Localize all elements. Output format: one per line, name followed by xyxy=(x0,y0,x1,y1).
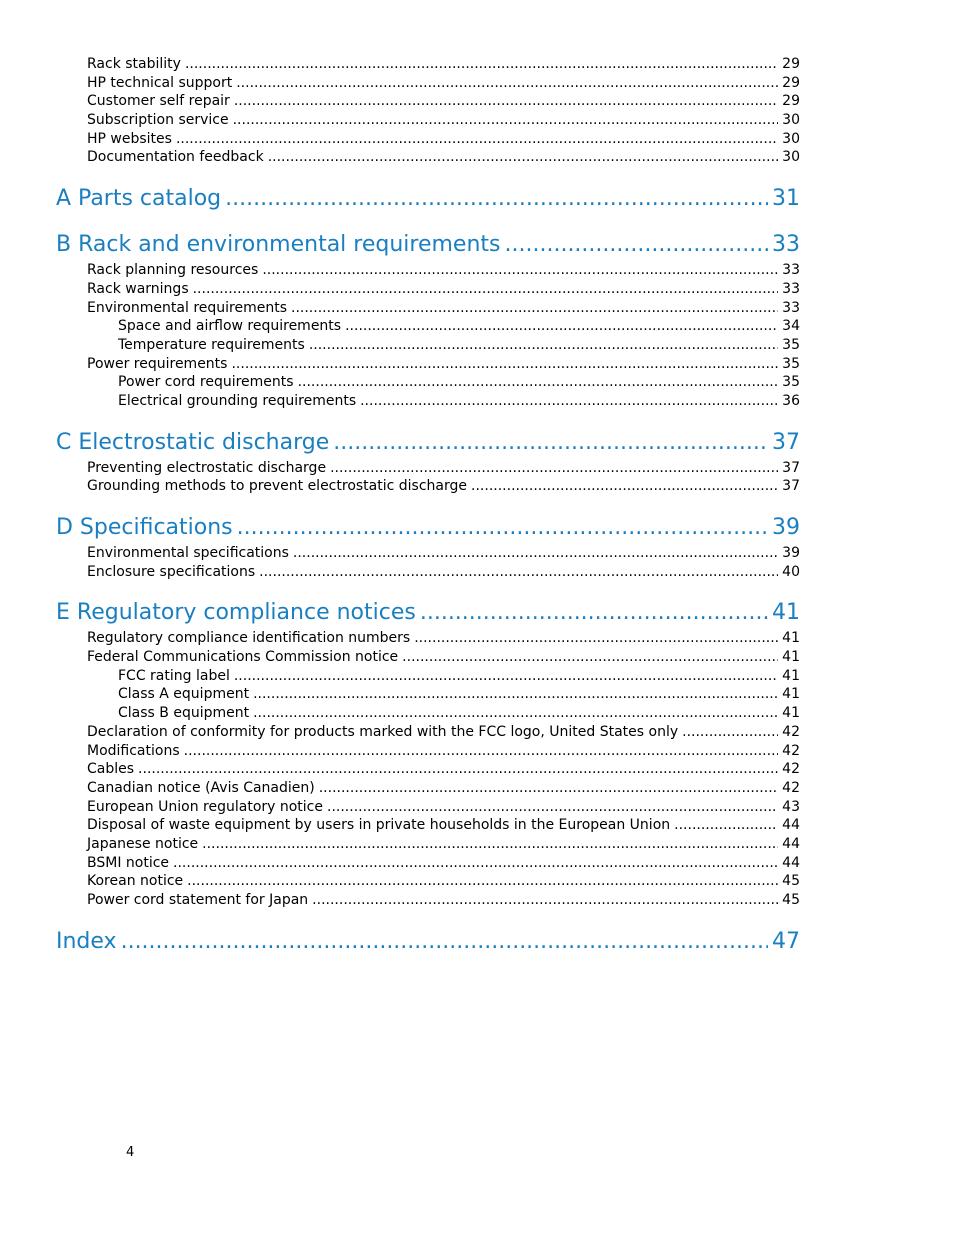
leader-dots xyxy=(234,92,778,111)
toc-entry-page-number: 42 xyxy=(782,761,800,778)
leader-dots xyxy=(319,779,778,798)
toc-entry-title: Rack stability xyxy=(87,56,181,72)
toc-subentry[interactable] xyxy=(56,336,800,355)
leader-dots xyxy=(173,854,778,873)
toc-entry[interactable] xyxy=(56,835,800,854)
toc-entry[interactable] xyxy=(56,55,800,74)
leader-dots xyxy=(291,299,778,318)
toc-entry-page-number: 42 xyxy=(782,779,800,796)
leader-dots xyxy=(138,760,778,779)
leader-dots xyxy=(682,723,778,742)
toc-subentry-title: Electrical grounding requirements xyxy=(118,392,357,409)
toc-entry-title: HP websites xyxy=(87,130,172,147)
toc-entry-page-number: 45 xyxy=(782,892,800,908)
toc-entry-page-number: 43 xyxy=(782,798,800,815)
toc-entry-page-number: 42 xyxy=(782,742,800,759)
leader-dots xyxy=(233,111,779,130)
chapter-heading[interactable] xyxy=(56,231,800,259)
chapter-heading-page-number: 39 xyxy=(772,515,800,540)
toc-entry-page-number: 35 xyxy=(782,355,800,372)
toc-entry-title: Canadian notice (Avis Canadien) xyxy=(87,779,315,796)
chapter-heading[interactable] xyxy=(56,928,800,956)
toc-entry-page-number: 30 xyxy=(782,149,800,166)
toc-entry-page-number: 29 xyxy=(782,74,800,91)
toc-subentry-title: Class A equipment xyxy=(118,686,250,703)
toc-entry[interactable] xyxy=(56,299,800,318)
toc-entry-title: Enclosure specifications xyxy=(87,563,256,580)
toc-entry-title: BSMI notice xyxy=(87,854,170,871)
leader-dots xyxy=(262,261,778,280)
toc-entry-title: Subscription service xyxy=(87,112,229,129)
leader-dots xyxy=(327,798,778,817)
toc-entry[interactable] xyxy=(56,280,800,299)
toc-entry-title: Declaration of conformity for products marked with the FCC logo, United States only xyxy=(87,723,679,740)
toc-entry-title: Rack warnings xyxy=(87,280,189,297)
leader-dots xyxy=(471,477,778,496)
leader-dots xyxy=(360,392,778,411)
leader-dots xyxy=(184,742,779,761)
toc-entry-title: Korean notice xyxy=(87,873,184,890)
toc-entry-page-number: 44 xyxy=(782,854,800,871)
toc-entry[interactable] xyxy=(56,544,800,563)
toc-entry[interactable] xyxy=(56,648,800,667)
leader-dots xyxy=(330,459,778,478)
leader-dots xyxy=(234,667,778,686)
leader-dots xyxy=(309,336,778,355)
leader-dots xyxy=(505,231,769,259)
toc-subentry[interactable] xyxy=(56,317,800,336)
toc-entry[interactable] xyxy=(56,742,800,761)
toc-entry-title: HP technical support xyxy=(87,74,233,91)
toc-entry[interactable] xyxy=(56,872,800,891)
toc-entry[interactable] xyxy=(56,563,800,582)
leader-dots xyxy=(414,629,778,648)
toc-entry[interactable] xyxy=(56,261,800,280)
chapter-heading-title: D Specifications xyxy=(56,515,233,540)
toc-entry-page-number: 33 xyxy=(782,280,800,297)
leader-dots xyxy=(225,185,768,213)
toc-subentry-title: Space and airflow requirements xyxy=(118,318,342,335)
chapter-heading-page-number: 33 xyxy=(772,232,800,258)
toc-entry[interactable] xyxy=(56,629,800,648)
chapter-heading[interactable] xyxy=(56,185,800,213)
toc-subentry-title: Class B equipment xyxy=(118,705,250,722)
leader-dots xyxy=(420,599,768,627)
leader-dots xyxy=(298,373,779,392)
toc-entry-title: Power requirements xyxy=(87,355,228,372)
toc-subentry[interactable] xyxy=(56,667,800,686)
toc-entry-title: Japanese notice xyxy=(87,835,199,852)
toc-entry[interactable] xyxy=(56,891,800,910)
toc-entry[interactable] xyxy=(56,798,800,817)
toc-subentry-page-number: 35 xyxy=(782,374,800,391)
toc-entry[interactable] xyxy=(56,477,800,496)
leader-dots xyxy=(202,835,778,854)
chapter-heading-title: C Electrostatic discharge xyxy=(56,429,330,455)
toc-entry-title: Cables xyxy=(87,761,135,778)
toc-entry-page-number: 37 xyxy=(782,459,800,476)
toc-entry-page-number: 33 xyxy=(782,262,800,279)
leader-dots xyxy=(231,355,778,374)
toc-entry-title: European Union regulatory notice xyxy=(87,798,323,815)
toc-entry-page-number: 40 xyxy=(782,563,800,580)
toc-subentry-page-number: 34 xyxy=(782,318,800,335)
leader-dots xyxy=(674,816,778,835)
toc-entry-page-number: 37 xyxy=(782,478,800,495)
toc-subentry-page-number: 41 xyxy=(782,686,800,703)
toc-entry[interactable] xyxy=(56,723,800,742)
toc-entry[interactable] xyxy=(56,816,800,835)
leader-dots xyxy=(268,148,778,167)
toc-entry-title: Regulatory compliance identification numbers xyxy=(87,630,411,647)
toc-entry-page-number: 44 xyxy=(782,835,800,852)
toc-subentry-title: FCC rating label xyxy=(118,667,230,684)
table-of-contents xyxy=(56,55,800,958)
chapter-heading-title: Index xyxy=(56,928,117,954)
toc-entry-title: Disposal of waste equipment by users in private households in the European Union xyxy=(87,817,671,834)
chapter-heading-title: E Regulatory compliance notices xyxy=(56,600,416,626)
toc-prelude-entries xyxy=(56,55,800,167)
toc-entry-title: Documentation feedback xyxy=(87,149,264,166)
chapter-heading-title: A Parts catalog xyxy=(56,186,222,212)
leader-dots xyxy=(185,55,778,74)
leader-dots xyxy=(293,544,778,563)
toc-entry-page-number: 45 xyxy=(782,873,800,890)
toc-entry-page-number: 41 xyxy=(782,630,800,647)
chapter-heading-page-number: 31 xyxy=(772,186,800,212)
toc-entry[interactable] xyxy=(56,111,800,130)
toc-entry[interactable] xyxy=(56,355,800,374)
toc-entry-page-number: 30 xyxy=(782,130,800,147)
leader-dots xyxy=(253,685,778,704)
toc-entry-page-number: 33 xyxy=(782,299,800,316)
toc-subentry-title: Temperature requirements xyxy=(118,336,305,353)
toc-entry[interactable] xyxy=(56,779,800,798)
toc-subentry[interactable] xyxy=(56,392,800,411)
toc-subentry-page-number: 41 xyxy=(782,705,800,722)
leader-dots xyxy=(237,514,768,542)
toc-entry-title: Customer self repair xyxy=(87,93,230,110)
toc-subentry-page-number: 35 xyxy=(782,336,800,353)
toc-entry-title: Federal Communications Commission notice xyxy=(87,649,399,666)
toc-entry[interactable] xyxy=(56,854,800,873)
leader-dots xyxy=(187,872,778,891)
toc-entry-page-number: 41 xyxy=(782,649,800,666)
chapter-heading-title: B Rack and environmental requirements xyxy=(56,232,501,258)
toc-subentry[interactable] xyxy=(56,685,800,704)
chapter-heading-page-number: 41 xyxy=(772,600,800,626)
leader-dots xyxy=(345,317,778,336)
leader-dots xyxy=(312,891,778,910)
chapter-heading-page-number: 37 xyxy=(772,429,800,455)
leader-dots xyxy=(193,280,779,299)
toc-subentry-page-number: 36 xyxy=(782,392,800,409)
leader-dots xyxy=(402,648,778,667)
toc-entry[interactable] xyxy=(56,130,800,149)
toc-entry-page-number: 29 xyxy=(782,56,800,72)
toc-subentry[interactable] xyxy=(56,373,800,392)
toc-chapters xyxy=(56,185,800,956)
toc-entry[interactable] xyxy=(56,92,800,111)
toc-subentry-title: Power cord requirements xyxy=(118,374,294,391)
leader-dots xyxy=(236,74,778,93)
toc-entry-page-number: 39 xyxy=(782,545,800,561)
toc-entry-title: Environmental specifications xyxy=(87,545,289,561)
page-number: 4 xyxy=(126,1145,135,1160)
toc-entry[interactable] xyxy=(56,148,800,167)
toc-entry-title: Grounding methods to prevent electrostatic discharge xyxy=(87,478,468,495)
toc-entry[interactable] xyxy=(56,760,800,779)
toc-entry-page-number: 42 xyxy=(782,723,800,740)
toc-entry-page-number: 29 xyxy=(782,93,800,110)
toc-entry-title: Power cord statement for Japan xyxy=(87,892,309,908)
chapter-heading-page-number: 47 xyxy=(772,928,800,954)
toc-entry-title: Rack planning resources xyxy=(87,262,259,279)
leader-dots xyxy=(333,429,768,457)
leader-dots xyxy=(259,563,778,582)
chapter-heading[interactable] xyxy=(56,599,800,627)
toc-entry[interactable] xyxy=(56,459,800,478)
leader-dots xyxy=(176,130,778,149)
toc-entry-page-number: 30 xyxy=(782,112,800,129)
chapter-heading[interactable] xyxy=(56,429,800,457)
toc-entry-title: Modifications xyxy=(87,742,180,759)
toc-entry-page-number: 44 xyxy=(782,817,800,834)
leader-dots xyxy=(121,928,768,956)
chapter-heading[interactable] xyxy=(56,514,800,542)
toc-subentry-page-number: 41 xyxy=(782,667,800,684)
toc-entry-title: Environmental requirements xyxy=(87,299,287,316)
toc-subentry[interactable] xyxy=(56,704,800,723)
toc-entry-title: Preventing electrostatic discharge xyxy=(87,459,327,476)
toc-entry[interactable] xyxy=(56,74,800,93)
leader-dots xyxy=(253,704,778,723)
